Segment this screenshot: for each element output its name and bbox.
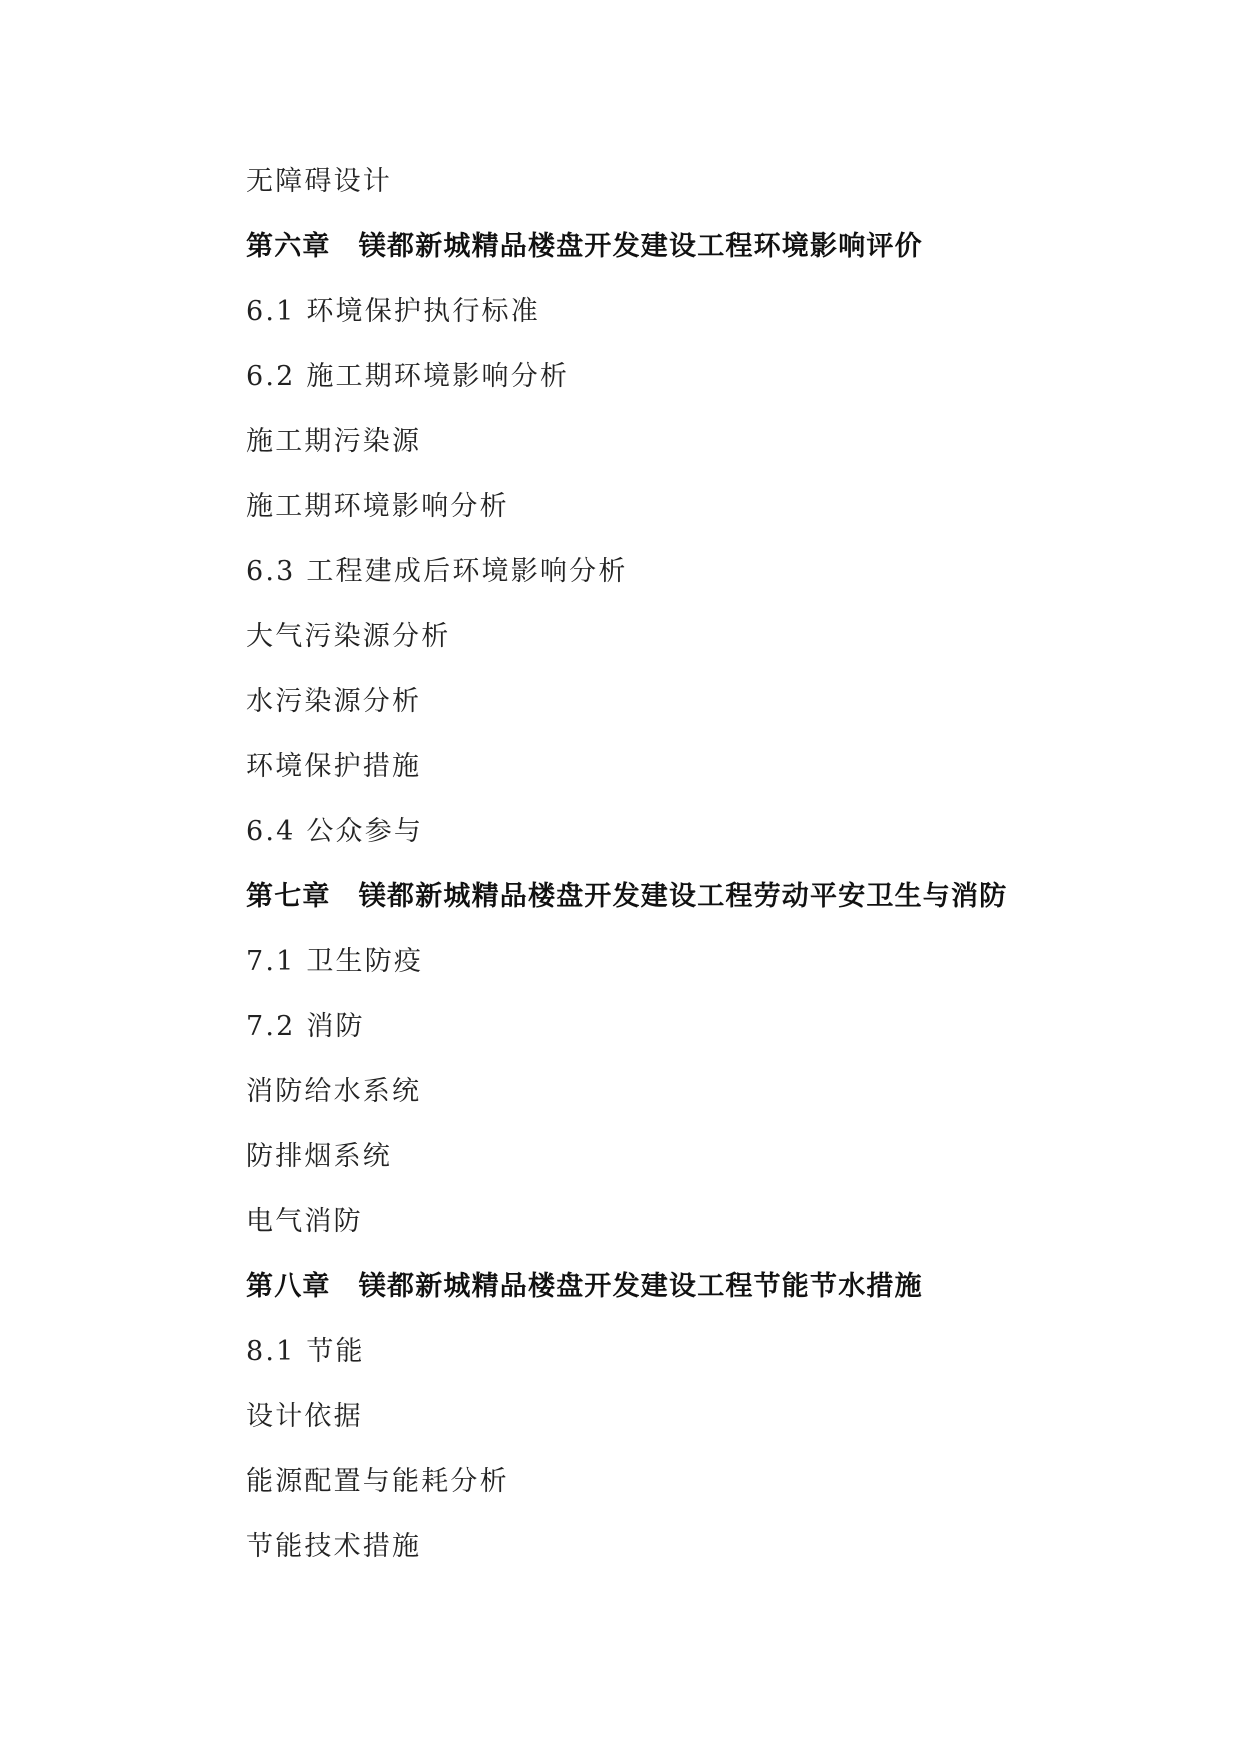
toc-entry: 防排烟系统 xyxy=(246,1141,392,1172)
toc-entry: 6.3 工程建成后环境影响分析 xyxy=(246,556,628,587)
toc-entry: 6.1 环境保护执行标准 xyxy=(246,296,540,327)
toc-entry: 7.2 消防 xyxy=(246,1011,365,1042)
toc-entry: 8.1 节能 xyxy=(246,1336,365,1367)
toc-entry: 7.1 卫生防疫 xyxy=(246,946,424,977)
toc-entry: 无障碍设计 xyxy=(246,166,392,197)
toc-entry: 6.4 公众参与 xyxy=(246,816,424,847)
toc-chapter-heading: 第七章 镁都新城精品楼盘开发建设工程劳动平安卫生与消防 xyxy=(246,881,1008,912)
toc-entry: 环境保护措施 xyxy=(246,751,422,782)
toc-entry: 施工期污染源 xyxy=(246,426,422,457)
table-of-contents xyxy=(246,160,1146,1590)
toc-chapter-heading: 第八章 镁都新城精品楼盘开发建设工程节能节水措施 xyxy=(246,1271,923,1302)
toc-entry: 消防给水系统 xyxy=(246,1076,422,1107)
toc-entry: 大气污染源分析 xyxy=(246,621,451,652)
toc-entry: 设计依据 xyxy=(246,1401,363,1432)
toc-entry: 能源配置与能耗分析 xyxy=(246,1466,509,1497)
toc-chapter-heading: 第六章 镁都新城精品楼盘开发建设工程环境影响评价 xyxy=(246,231,923,262)
toc-entry: 施工期环境影响分析 xyxy=(246,491,509,522)
toc-entry: 节能技术措施 xyxy=(246,1531,422,1562)
toc-entry: 6.2 施工期环境影响分析 xyxy=(246,361,570,392)
toc-entry: 电气消防 xyxy=(246,1206,363,1237)
toc-entry: 水污染源分析 xyxy=(246,686,422,717)
